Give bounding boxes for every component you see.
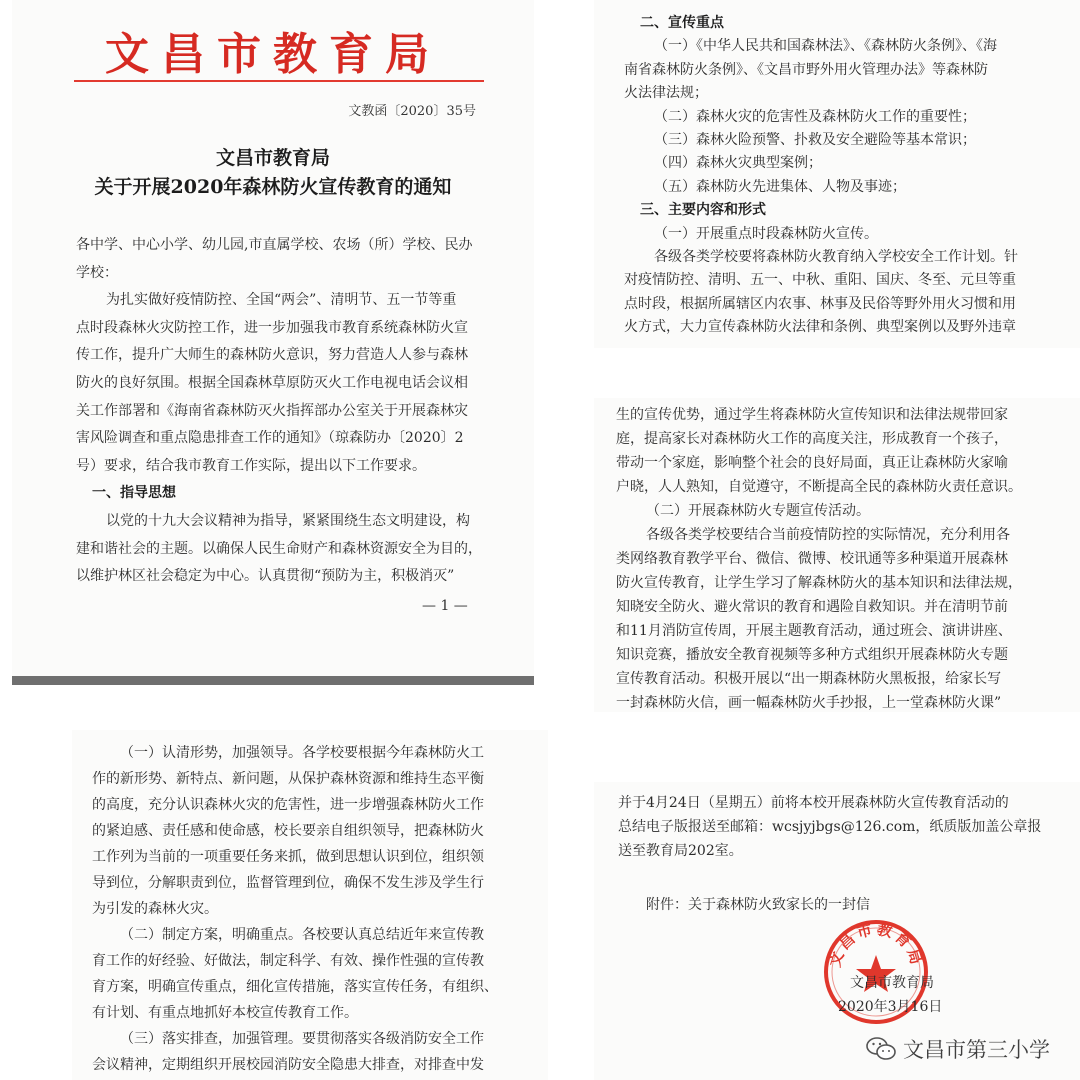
text-line: 南省森林防火条例》、《文昌市野外用火管理办法》等森林防 [624, 61, 988, 78]
text-line: 关工作部署和《海南省森林防灭火指挥部办公室关于开展森林灾 [76, 402, 468, 419]
text-line: 并于4月24日（星期五）前将本校开展森林防火宣传教育活动的 [618, 795, 1009, 811]
text-line: 各中学、中心小学、幼儿园,市直属学校、农场（所）学校、民办 [76, 237, 473, 253]
text-line: 类网络教育教学平台、微信、微博、校讯通等多种渠道开展森林 [616, 551, 1008, 567]
document-title-line-2: 关于开展2020年森林防火宣传教育的通知 [94, 176, 452, 198]
account-watermark [865, 1034, 1050, 1064]
signature-date: 2020年3月16日 [838, 999, 943, 1015]
document-page-2 [594, 0, 1080, 348]
text-line: 防火的良好氛围。根据全国森林草原防灭火工作电视电话会议相 [76, 375, 468, 391]
masthead-rule [74, 80, 484, 82]
text-line: 为扎实做好疫情防控、全国“两会”、清明节、五一节等重 [106, 292, 457, 309]
text-line: 育工作的好经验、好做法，制定科学、有效、操作性强的宣传教 [92, 953, 484, 969]
text-line: 生的宣传优势，通过学生将森林防火宣传知识和法律法规带回家 [616, 407, 1008, 423]
text-line: 一、指导思想 [92, 485, 176, 502]
text-line: 对疫情防控、清明、五一、中秋、重阳、国庆、冬至、元旦等重 [624, 272, 1016, 289]
text-line: （五）森林防火先进集体、人物及事迹； [654, 178, 906, 195]
text-line: 各级各类学校要将森林防火教育纳入学校安全工作计划。针 [654, 249, 1018, 265]
text-line: 二、宣传重点 [640, 15, 724, 31]
document-page-3 [594, 398, 1080, 712]
masthead: 文昌市教育局 [105, 29, 441, 80]
text-line: 传工作，提升广大师生的森林防火意识，努力营造人人参与森林 [76, 347, 468, 364]
text-line: 一封森林防火信，画一幅森林防火手抄报，上一堂森林防火课” [616, 695, 1002, 711]
text-line: 的高度，充分认识森林火灾的危害性，进一步增强森林防火工作 [92, 797, 484, 813]
wechat-icon [865, 1035, 897, 1063]
text-line: 以党的十九大会议精神为指导，紧紧围绕生态文明建设，构 [106, 513, 470, 529]
text-line: 学校： [76, 264, 118, 281]
text-line: （二）森林火灾的危害性及森林防火工作的重要性； [654, 108, 976, 125]
text-line: 户晓，人人熟知，自觉遵守，不断提高全民的森林防火责任意识。 [616, 479, 1022, 495]
text-line: 以维护林区社会稳定为中心。认真贯彻“预防为主，积极消灭” [76, 568, 455, 585]
text-line: 会议精神，定期组织开展校园消防安全隐患大排查，对排查中发 [92, 1057, 484, 1073]
text-line: 点时段森林火灾防控工作，进一步加强我市教育系统森林防火宣 [76, 319, 468, 336]
text-line: （三）森林火险预警、扑救及安全避险等基本常识； [654, 132, 976, 148]
page-number: — 1 — [422, 598, 468, 614]
text-line: 害风险调查和重点隐患排查工作的通知》（琼森防办〔2020〕2 [76, 430, 464, 447]
page-separator [12, 676, 534, 685]
seal-text: 文昌市教育局 [825, 919, 927, 970]
text-line: 号）要求，结合我市教育工作实际，提出以下工作要求。 [76, 457, 426, 474]
text-line: （一）开展重点时段森林防火宣传。 [654, 225, 878, 242]
text-line: 的紧迫感、责任感和使命感，校长要亲自组织领导，把森林防火 [92, 823, 484, 839]
text-line: 建和谐社会的主题。以确保人民生命财产和森林资源安全为目的， [76, 540, 482, 557]
text-line: （三）落实排查，加强管理。要贯彻落实各级消防安全工作 [120, 1031, 484, 1047]
document-page-4 [72, 730, 548, 1080]
signature-organization: 文昌市教育局 [850, 975, 934, 991]
text-line: 导到位，分解职责到位，监督管理到位，确保不发生涉及学生行 [92, 875, 484, 891]
document-number: 文教函〔2020〕35号 [348, 104, 476, 119]
text-line: 火方式，大力宣传森林防火法律和条例、典型案例以及野外违章 [624, 319, 1016, 336]
text-line: 送至教育局202室。 [618, 843, 743, 859]
watermark-text: 文昌市第三小学 [903, 1038, 1050, 1062]
text-line: 带动一个家庭，影响整个社会的良好局面，真正让森林防火家喻 [616, 455, 1008, 471]
text-line: 知识竞赛，播放安全教育视频等多种方式组织开展森林防火专题 [616, 647, 1008, 663]
text-line: 总结电子版报送至邮箱：wcsjyjbgs@126.com，纸质版加盖公章报 [618, 819, 1042, 835]
text-line: （四）森林火灾典型案例； [654, 155, 822, 172]
text-line: 作的新形势、新特点、新问题，从保护森林资源和维持生态平衡 [92, 771, 484, 787]
text-line: 有计划、有重点地抓好本校宣传教育工作。 [92, 1005, 358, 1021]
text-line: （二）开展森林防火专题宣传活动。 [646, 503, 870, 519]
text-line: 三、主要内容和形式 [640, 202, 766, 219]
text-line: 各级各类学校要结合当前疫情防控的实际情况，充分利用各 [646, 527, 1010, 543]
text-line: 工作列为当前的一项重要任务来抓，做到思想认识到位，组织领 [92, 849, 484, 865]
text-line: 点时段，根据所属辖区内农事、林事及民俗等野外用火习惯和用 [624, 295, 1016, 312]
text-line: 火法律法规； [624, 85, 708, 102]
text-line: 为引发的森林火灾。 [92, 901, 218, 917]
text-line: （一）《中华人民共和国森林法》、《森林防火条例》、《海 [654, 38, 997, 55]
text-line: 防火宣传教育，让学生学习了解森林防火的基本知识和法律法规， [616, 575, 1022, 591]
text-line: （一）认清形势，加强领导。各学校要根据今年森林防火工 [120, 745, 484, 761]
text-line: 宣传教育活动。积极开展以“出一期森林防火黑板报，给家长写 [616, 671, 1002, 687]
text-line: （二）制定方案，明确重点。各校要认真总结近年来宣传教 [120, 927, 484, 943]
document-page-1 [12, 0, 534, 678]
text-line: 庭，提高家长对森林防火工作的高度关注，形成教育一个孩子， [616, 431, 1008, 447]
text-line: 育方案，明确宣传重点，细化宣传措施，落实宣传任务，有组织、 [92, 979, 498, 995]
attachment-note: 附件：关于森林防火致家长的一封信 [646, 897, 870, 913]
text-line: 知晓安全防火、避火常识的教育和遇险自救知识。并在清明节前 [616, 599, 1008, 615]
document-title-line-1: 文昌市教育局 [215, 147, 330, 169]
text-line: 和11月消防宣传周，开展主题教育活动，通过班会、演讲讲座、 [616, 623, 1012, 639]
